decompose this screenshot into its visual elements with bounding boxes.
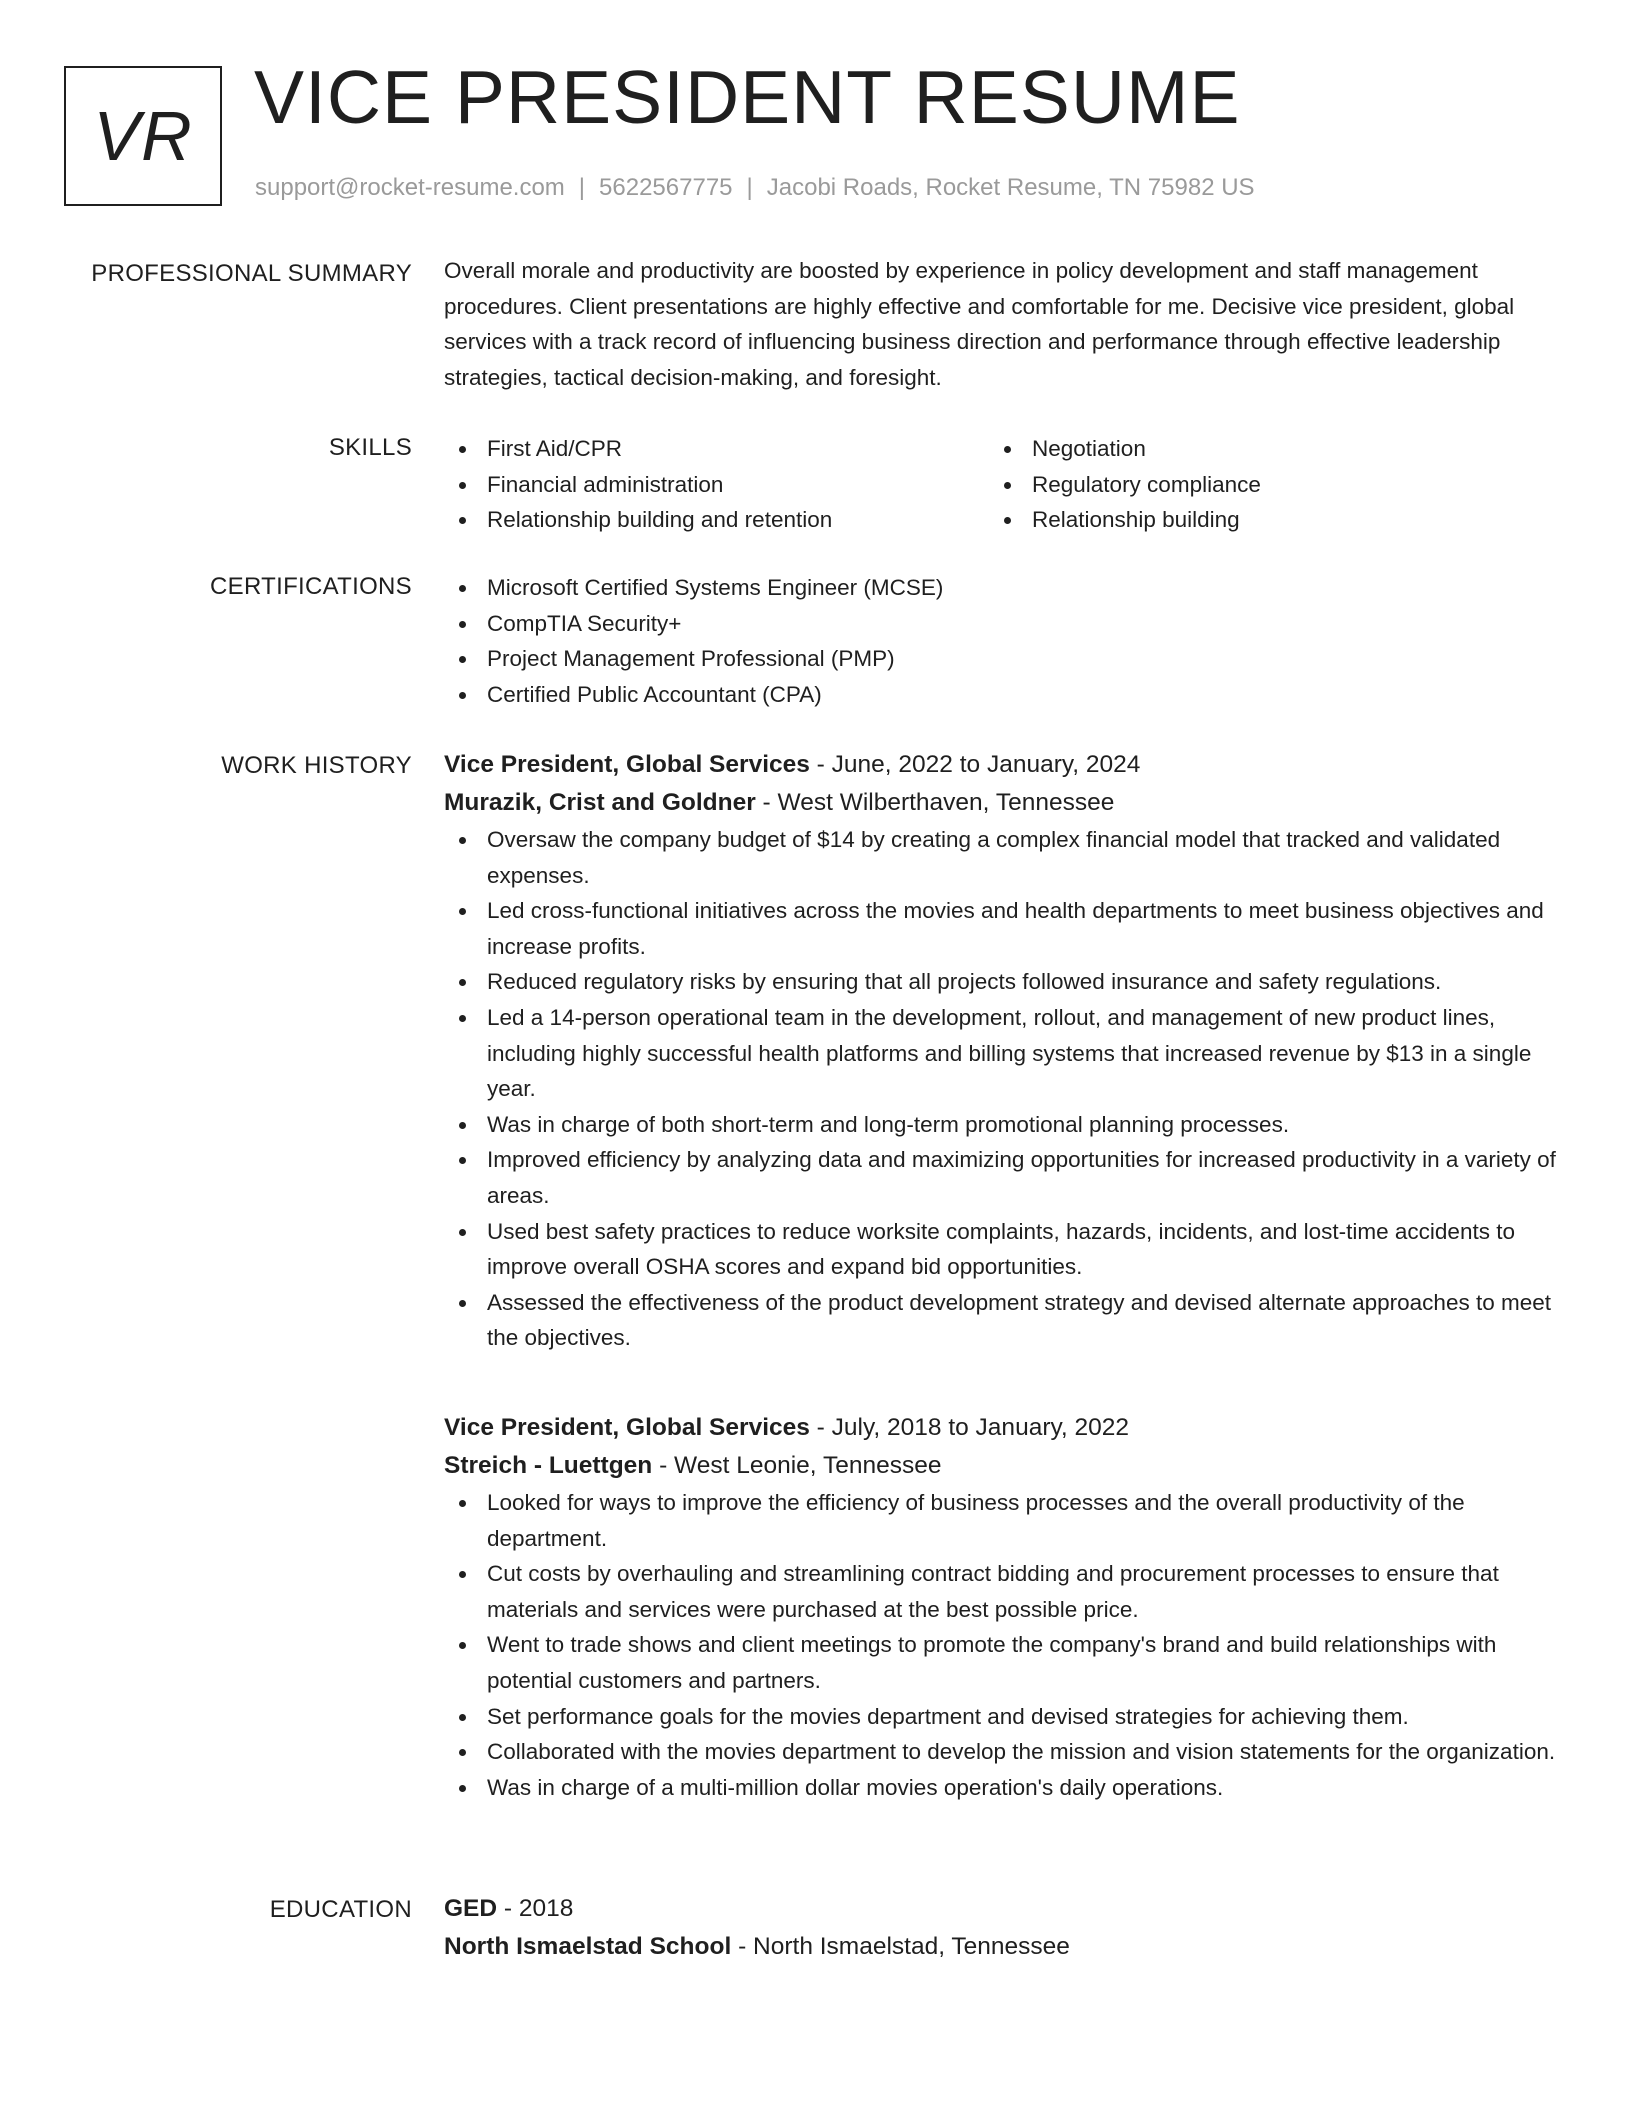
resume-title: VICE PRESIDENT RESUME	[254, 55, 1241, 139]
job-bullet: Cut costs by overhauling and streamlining contract bidding and procurement processes to ensure that materials and services were purchased at the best possible price.	[444, 1556, 1558, 1627]
skill-item: Regulatory compliance	[989, 467, 1534, 503]
contact-email[interactable]: support@rocket-resume.com	[255, 174, 565, 201]
section-title-work-history: WORK HISTORY	[221, 752, 412, 779]
job-entry	[444, 1409, 1558, 1805]
job-bullet: Oversaw the company budget of $14 by creating a complex financial model that tracked and validated expenses.	[444, 822, 1558, 893]
job-role-line	[444, 1409, 1558, 1447]
job-bullet: Was in charge of a multi-million dollar movies operation's daily operations.	[444, 1770, 1558, 1806]
contact-address: Jacobi Roads, Rocket Resume, TN 75982 US	[766, 174, 1255, 201]
certifications-body	[444, 570, 1558, 712]
skill-item: Relationship building	[989, 502, 1534, 538]
job-bullets	[444, 822, 1558, 1356]
job-dates: - June, 2022 to January, 2024	[809, 751, 1141, 778]
summary-text: Overall morale and productivity are boosted by experience in policy development and staff management procedures. Client presentations are highly effective and comfortable for me. Decisive vice president, global services with a track record of influencing business direction and performance through effective leadership strategies, tactical decision-making, and foresight.	[444, 258, 1515, 390]
section-title-education: EDUCATION	[269, 1896, 412, 1923]
job-bullet: Used best safety practices to reduce worksite complaints, hazards, incidents, and lost-time accidents to improve overall OSHA scores and expand bid opportunities.	[444, 1214, 1558, 1285]
job-company: Murazik, Crist and Goldner	[444, 789, 756, 816]
job-bullet: Assessed the effectiveness of the product development strategy and devised alternate approaches to meet the objectives.	[444, 1285, 1558, 1356]
section-title-summary: PROFESSIONAL SUMMARY	[91, 260, 412, 287]
job-company-line	[444, 1447, 1558, 1485]
skills-body	[444, 431, 1558, 538]
job-role: Vice President, Global Services	[444, 751, 810, 778]
job-company-line	[444, 784, 1558, 822]
monogram-initials: VR	[93, 97, 193, 175]
skill-item: Financial administration	[444, 467, 989, 503]
job-bullet: Improved efficiency by analyzing data and maximizing opportunities for increased productivity in a variety of areas.	[444, 1142, 1558, 1213]
contact-phone[interactable]: 5622567775	[599, 174, 733, 201]
job-bullet: Looked for ways to improve the efficiency of business processes and the overall productivity of the department.	[444, 1485, 1558, 1556]
education-year: - 2018	[497, 1895, 574, 1922]
contact-line	[255, 174, 1255, 202]
monogram-box	[64, 66, 222, 206]
education-entry	[444, 1890, 1558, 1966]
job-location: - West Wilberthaven, Tennessee	[755, 789, 1115, 816]
certification-item: Microsoft Certified Systems Engineer (MCSE)	[444, 570, 1558, 606]
section-title-skills: SKILLS	[328, 434, 412, 461]
job-company: Streich - Luettgen	[444, 1452, 653, 1479]
education-degree: GED	[444, 1895, 498, 1922]
job-bullet: Set performance goals for the movies department and devised strategies for achieving them.	[444, 1699, 1558, 1735]
job-bullets	[444, 1485, 1558, 1805]
summary-body	[444, 253, 1558, 395]
skills-list-left	[444, 431, 989, 538]
job-entry	[444, 746, 1558, 1356]
job-role: Vice President, Global Services	[444, 1414, 810, 1441]
education-location: - North Ismaelstad, Tennessee	[731, 1933, 1070, 1960]
certifications-list	[444, 570, 1558, 712]
skill-item: Relationship building and retention	[444, 502, 989, 538]
section-title-certifications: CERTIFICATIONS	[210, 573, 412, 600]
job-bullet: Led cross-functional initiatives across the movies and health departments to meet business objectives and increase profits.	[444, 893, 1558, 964]
contact-separator: |	[746, 174, 753, 201]
skills-list-right	[989, 431, 1534, 538]
job-role-line	[444, 746, 1558, 784]
job-dates: - July, 2018 to January, 2022	[809, 1414, 1130, 1441]
education-school: North Ismaelstad School	[444, 1933, 732, 1960]
education-school-line	[444, 1928, 1558, 1966]
job-bullet: Led a 14-person operational team in the development, rollout, and management of new product lines, including highly successful health platforms and billing systems that increased revenue by $13 in a single year.	[444, 1000, 1558, 1107]
certification-item: Certified Public Accountant (CPA)	[444, 677, 1558, 713]
skill-item: First Aid/CPR	[444, 431, 989, 467]
certification-item: CompTIA Security+	[444, 606, 1558, 642]
job-bullet: Reduced regulatory risks by ensuring that all projects followed insurance and safety regulations.	[444, 964, 1558, 1000]
education-degree-line	[444, 1890, 1558, 1928]
job-location: - West Leonie, Tennessee	[652, 1452, 942, 1479]
job-bullet: Went to trade shows and client meetings to promote the company's brand and build relationships with potential customers and partners.	[444, 1627, 1558, 1698]
certification-item: Project Management Professional (PMP)	[444, 641, 1558, 677]
skill-item: Negotiation	[989, 431, 1534, 467]
job-bullet: Was in charge of both short-term and long-term promotional planning processes.	[444, 1107, 1558, 1143]
skills-grid	[444, 431, 1558, 538]
contact-separator: |	[578, 174, 586, 201]
job-bullet: Collaborated with the movies department to develop the mission and vision statements for the organization.	[444, 1734, 1558, 1770]
